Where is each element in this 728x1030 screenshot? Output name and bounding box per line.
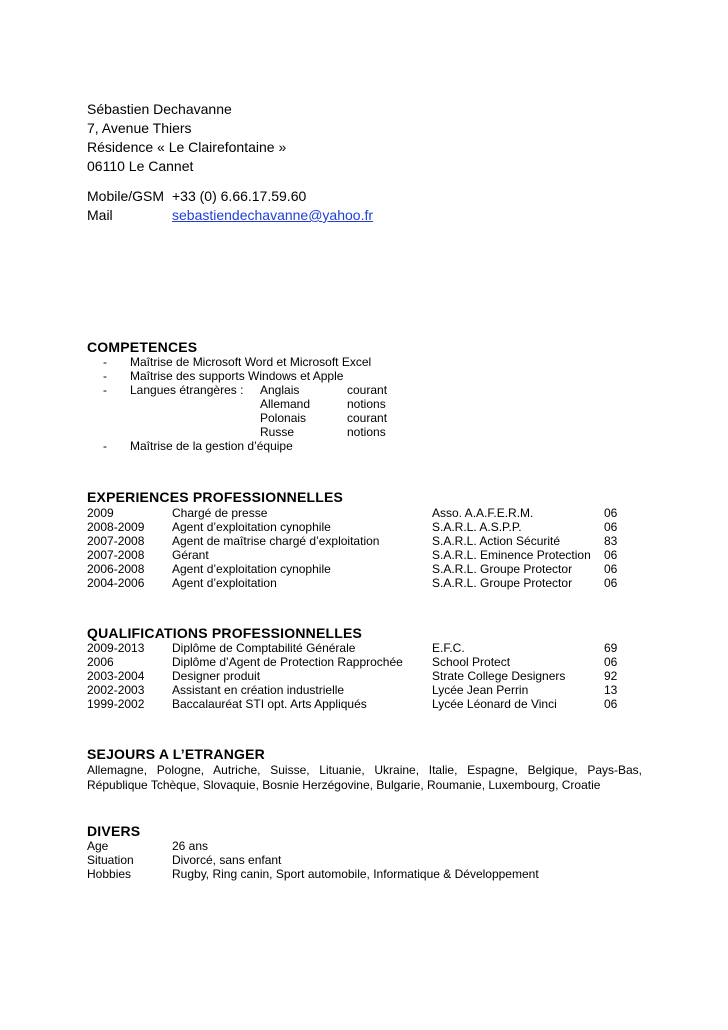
language-name: Anglais	[260, 383, 300, 397]
language-row	[260, 411, 387, 425]
language-level: courant	[347, 411, 388, 425]
table-row	[87, 641, 627, 655]
address-street: 7, Avenue Thiers	[87, 120, 192, 136]
competence-text: Maîtrise de Microsoft Word et Microsoft Excel	[130, 355, 372, 369]
organization: S.A.R.L. Eminence Protection	[432, 548, 591, 562]
competences-title: COMPETENCES	[87, 339, 198, 355]
table-row	[87, 548, 627, 562]
table-row	[87, 655, 627, 669]
table-row	[87, 697, 627, 711]
period: 2003-2004	[87, 669, 145, 683]
bullet-dash: -	[103, 439, 107, 453]
organization: S.A.R.L. Groupe Protector	[432, 562, 573, 576]
divers-key: Situation	[87, 853, 134, 867]
competence-text: Maîtrise des supports Windows et Apple	[130, 369, 344, 383]
period: 2007-2008	[87, 534, 145, 548]
sejours-title: SEJOURS A L’ETRANGER	[87, 746, 265, 762]
table-row	[87, 506, 627, 520]
mail-label: Mail	[87, 207, 113, 223]
sejours-text	[87, 763, 642, 793]
email-link[interactable]: sebastiendechavanne@yahoo.fr	[172, 207, 374, 223]
divers-title: DIVERS	[87, 823, 141, 839]
qualifications-title: QUALIFICATIONS PROFESSIONNELLES	[87, 625, 363, 641]
diploma: Baccalauréat STI opt. Arts Appliqués	[172, 697, 367, 711]
language-name: Allemand	[260, 397, 311, 411]
role: Agent d’exploitation	[172, 576, 277, 590]
period: 1999-2002	[87, 697, 145, 711]
languages-list	[260, 383, 387, 439]
role: Agent d’exploitation cynophile	[172, 520, 331, 534]
school: Strate College Designers	[432, 669, 566, 683]
sejours-line: Allemagne, Pologne, Autriche, Suisse, Lituanie, Ukraine, Italie, Espagne, Belgique, Pays-Bas,	[87, 763, 642, 777]
organization: S.A.R.L. Groupe Protector	[432, 576, 573, 590]
contact-row-mobile	[87, 187, 373, 206]
organization: S.A.R.L. Action Sécurité	[432, 534, 561, 548]
department: 83	[604, 534, 618, 548]
contact-row-mail	[87, 206, 373, 225]
school: Lycée Léonard de Vinci	[432, 697, 557, 711]
list-item	[103, 383, 387, 439]
diploma: Assistant en création industrielle	[172, 683, 345, 697]
bullet-dash: -	[103, 383, 107, 397]
department: 06	[604, 506, 618, 520]
role: Agent de maîtrise chargé d’exploitation	[172, 534, 380, 548]
department: 92	[604, 669, 618, 683]
role: Gérant	[172, 548, 209, 562]
divers-table	[87, 839, 539, 881]
language-row	[260, 425, 387, 439]
divers-key: Age	[87, 839, 109, 853]
organization: Asso. A.A.F.E.R.M.	[432, 506, 534, 520]
address-city: 06110 Le Cannet	[87, 158, 194, 174]
divers-key: Hobbies	[87, 867, 132, 881]
period: 2007-2008	[87, 548, 145, 562]
languages-lead: Langues étrangères :	[130, 383, 244, 397]
period: 2009-2013	[87, 641, 145, 655]
divers-value: 26 ans	[172, 839, 209, 853]
department: 06	[604, 520, 618, 534]
table-row	[87, 669, 627, 683]
language-level: notions	[347, 397, 386, 411]
qualifications-table	[87, 641, 627, 711]
sejours-line: République Tchèque, Slovaquie, Bosnie Herzégovine, Bulgarie, Roumanie, Luxembourg, Croatie	[87, 778, 601, 792]
language-name: Russe	[260, 425, 295, 439]
languages-block	[130, 383, 387, 439]
experiences-table	[87, 506, 627, 590]
period: 2008-2009	[87, 520, 145, 534]
department: 06	[604, 576, 618, 590]
department: 13	[604, 683, 618, 697]
period: 2004-2006	[87, 576, 145, 590]
department: 06	[604, 548, 618, 562]
list-item	[103, 369, 387, 383]
school: School Protect	[432, 655, 511, 669]
period: 2006	[87, 655, 114, 669]
table-row	[87, 839, 539, 853]
competences-list	[103, 355, 387, 453]
role: Agent d’exploitation cynophile	[172, 562, 331, 576]
school: E.F.C.	[432, 641, 465, 655]
contact-block	[87, 187, 373, 225]
department: 06	[604, 697, 618, 711]
department: 06	[604, 562, 618, 576]
list-item	[103, 439, 387, 453]
department: 06	[604, 655, 618, 669]
table-row	[87, 853, 539, 867]
bullet-dash: -	[103, 355, 107, 369]
table-row	[87, 562, 627, 576]
table-row	[87, 683, 627, 697]
language-level: notions	[347, 425, 386, 439]
period: 2002-2003	[87, 683, 145, 697]
language-row	[260, 397, 387, 411]
organization: S.A.R.L. A.S.P.P.	[432, 520, 522, 534]
full-name: Sébastien Dechavanne	[87, 101, 232, 117]
department: 69	[604, 641, 618, 655]
language-level: courant	[347, 383, 388, 397]
list-item	[103, 355, 387, 369]
identity-block	[87, 100, 286, 176]
experiences-title: EXPERIENCES PROFESSIONNELLES	[87, 489, 344, 505]
diploma: Designer produit	[172, 669, 261, 683]
role: Chargé de presse	[172, 506, 268, 520]
mobile-label: Mobile/GSM	[87, 188, 165, 204]
mobile-value: +33 (0) 6.66.17.59.60	[172, 188, 307, 204]
address-residence: Résidence « Le Clairefontaine »	[87, 139, 287, 155]
competence-text: Maîtrise de la gestion d’équipe	[130, 439, 293, 453]
language-name: Polonais	[260, 411, 307, 425]
period: 2006-2008	[87, 562, 145, 576]
diploma: Diplôme de Comptabilité Générale	[172, 641, 356, 655]
table-row	[87, 520, 627, 534]
language-row	[260, 383, 387, 397]
table-row	[87, 576, 627, 590]
divers-value: Rugby, Ring canin, Sport automobile, Informatique & Développement	[172, 867, 539, 881]
divers-value: Divorcé, sans enfant	[172, 853, 282, 867]
school: Lycée Jean Perrin	[432, 683, 529, 697]
table-row	[87, 867, 539, 881]
period: 2009	[87, 506, 114, 520]
bullet-dash: -	[103, 369, 107, 383]
diploma: Diplôme d’Agent de Protection Rapprochée	[172, 655, 403, 669]
table-row	[87, 534, 627, 548]
